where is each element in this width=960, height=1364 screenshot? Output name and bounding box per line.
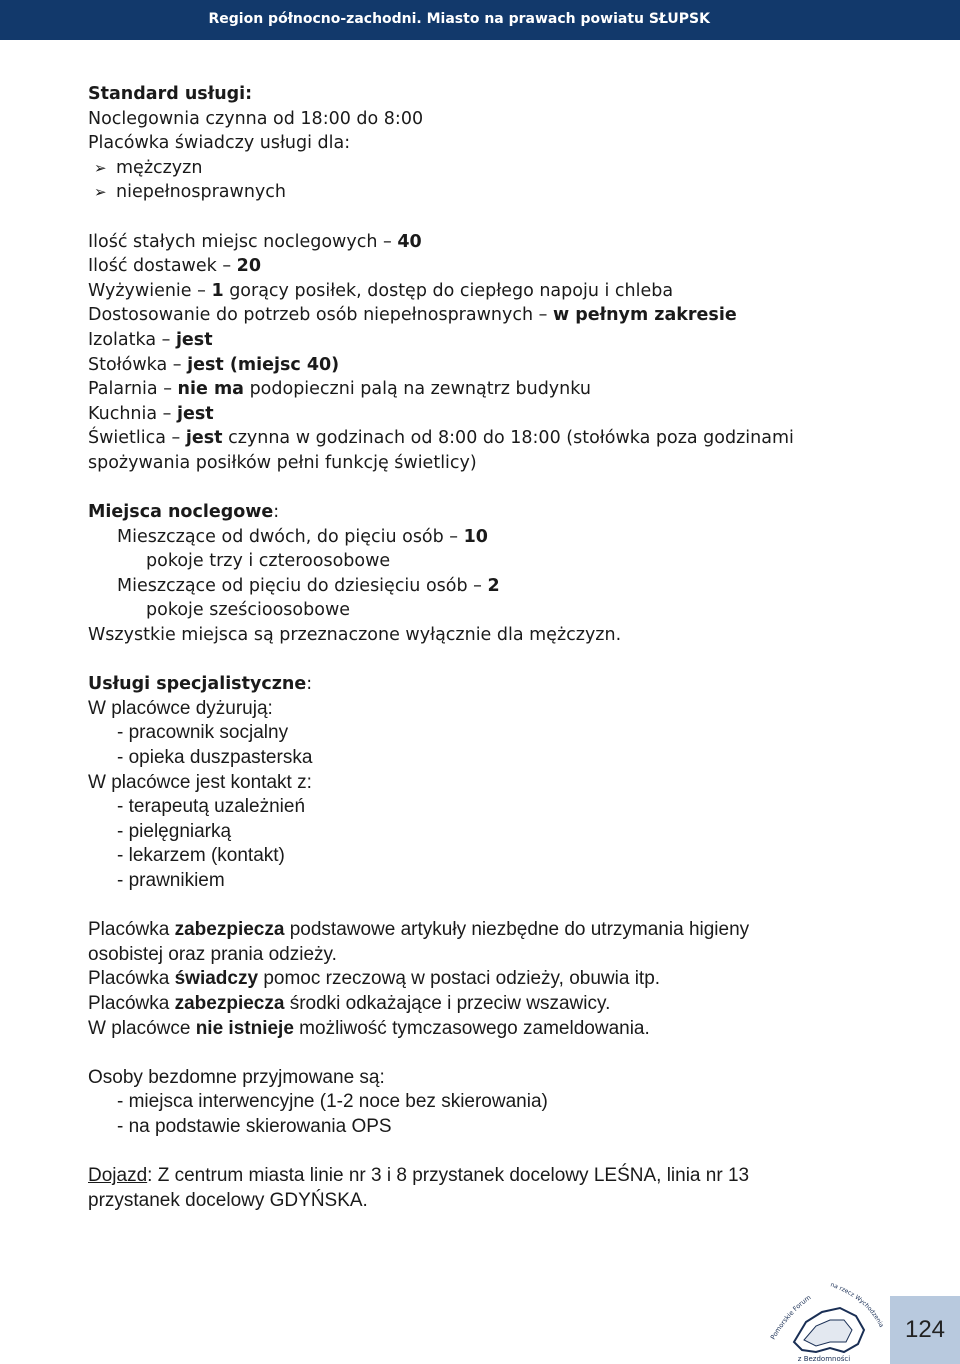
uslugi-heading: Usługi specjalistyczne: (88, 674, 313, 695)
hours-text: Noclegownia czynna od 18:00 do 8:00 (88, 108, 424, 129)
list-item: - lekarzem (kontakt) (117, 845, 285, 867)
dyzur-intro: W placówce dyżurują: (88, 697, 273, 719)
forum-logo (760, 1282, 888, 1364)
placowka-p1: Placówka zabezpiecza podstawowe artykuły niezbędne do utrzymania higieny (88, 919, 750, 941)
logo-text-top: Pomorskie Forum (768, 1293, 813, 1341)
document-body (88, 82, 928, 1213)
page-number-box (890, 1296, 960, 1364)
miejsca-heading: Miejsca noclegowe: (88, 502, 280, 523)
list-item: - pracownik socjalny (117, 722, 289, 744)
placowka-p4: W placówce nie istnieje możliwość tymczasowego zameldowania. (88, 1017, 650, 1039)
placowka-p1-cont: osobistej oraz prania odzieży. (88, 943, 337, 965)
fact-wyzywienie: Wyżywienie – 1 gorący posiłek, dostęp do ciepłego napoju i chleba (88, 280, 674, 301)
dojazd-line: Dojazd: Z centrum miasta linie nr 3 i 8 przystanek docelowy LEŚNA, linia nr 13 (88, 1165, 750, 1187)
fact-dostawki: Ilość dostawek – 20 (88, 256, 261, 277)
list-item: - na podstawie skierowania OPS (117, 1115, 392, 1137)
header-bar (0, 0, 960, 40)
list-item: ➢ niepełnosprawnych (88, 180, 928, 205)
list-item: ➢ mężczyzn (88, 156, 928, 181)
placowka-p3: Placówka zabezpiecza środki odkażające i przeciw wszawicy. (88, 992, 611, 1014)
list-item: - prawnikiem (117, 870, 225, 891)
fact-stolowka: Stołówka – jest (miejsc 40) (88, 354, 340, 375)
fact-stale: Ilość stałych miejsc noclegowych – 40 (88, 231, 422, 252)
arrow-bullet-icon: ➢ (94, 158, 107, 177)
fact-dostosowanie: Dostosowanie do potrzeb osób niepełnosprawnych – w pełnym zakresie (88, 305, 737, 326)
fact-kuchnia: Kuchnia – jest (88, 403, 214, 424)
logo-text-right: na rzecz Wychodzenia (829, 1282, 885, 1329)
fact-swietlica-cont: spożywania posiłków pełni funkcję świetlicy) (88, 452, 477, 473)
standard-heading: Standard usługi: (88, 84, 253, 104)
kontakt-intro: W placówce jest kontakt z: (88, 771, 312, 793)
miejsca-row1-sub: pokoje trzy i czteroosobowe (146, 551, 391, 572)
miejsca-note: Wszystkie miejsca są przeznaczone wyłącznie dla mężczyzn. (88, 625, 622, 646)
dojazd-line-cont: przystanek docelowy GDYŃSKA. (88, 1189, 368, 1211)
header-title: Region północno-zachodni. Miasto na prawach powiatu SŁUPSK (208, 11, 710, 27)
fact-swietlica: Świetlica – jest czynna w godzinach od 8:00 do 18:00 (stołówka poza godzinami (88, 428, 794, 449)
fact-izolatka: Izolatka – jest (88, 329, 213, 350)
arrow-bullet-icon: ➢ (94, 183, 107, 202)
list-item: - terapeutą uzależnień (117, 796, 306, 818)
osoby-intro: Osoby bezdomne przyjmowane są: (88, 1066, 385, 1088)
list-item: - opieka duszpasterska (117, 747, 313, 769)
placowka-p2: Placówka świadczy pomoc rzeczową w postaci odzieży, obuwia itp. (88, 968, 661, 990)
serves-intro: Placówka świadczy usługi dla: (88, 133, 351, 154)
miejsca-row2-sub: pokoje sześcioosobowe (146, 600, 351, 621)
miejsca-row1: Mieszczące od dwóch, do pięciu osób – 10 (117, 526, 488, 547)
list-item: - pielęgniarką (117, 820, 232, 842)
miejsca-row2: Mieszczące od pięciu do dziesięciu osób – 2 (117, 575, 500, 596)
page-number: 124 (904, 1316, 946, 1343)
logo-text-bottom: z Bezdomności (797, 1355, 851, 1363)
fact-palarnia: Palarnia – nie ma podopieczni palą na zewnątrz budynku (88, 379, 591, 400)
list-item: - miejsca interwencyjne (1-2 noce bez skierowania) (117, 1091, 548, 1113)
